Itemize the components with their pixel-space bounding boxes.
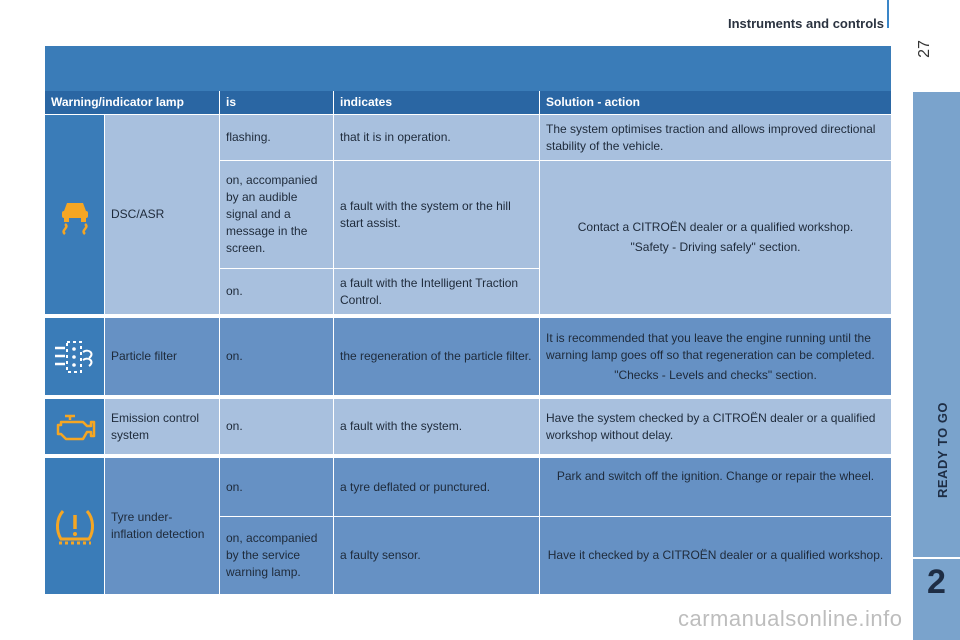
- column-header-lamp: Warning/indicator lamp: [45, 91, 219, 114]
- solution-text: Have it checked by a CITROËN dealer or a qualified workshop.: [547, 548, 884, 562]
- indicates-cell: a fault with the system.: [334, 399, 539, 454]
- column-header-solution: Solution - action: [540, 91, 891, 114]
- skid-icon: [55, 195, 95, 235]
- indicates-cell: a faulty sensor.: [334, 517, 539, 594]
- chapter-divider: [913, 557, 960, 559]
- tyre-pressure-icon: [54, 505, 96, 547]
- indicates-cell: a fault with the system or the hill start assist.: [334, 161, 539, 268]
- solution-cell: [540, 318, 891, 395]
- solution-reference: "Safety - Driving safely" section.: [630, 240, 801, 254]
- table-banner: [45, 46, 891, 91]
- dsc-asr-icon-cell: [45, 115, 104, 314]
- page-number: 27: [916, 40, 933, 58]
- solution-text: Contact a CITROËN dealer or a qualified workshop.: [577, 220, 854, 234]
- state-cell: on.: [220, 269, 333, 314]
- indicates-cell: a fault with the Intelligent Traction Control.: [334, 269, 539, 314]
- solution-text: The system optimises traction and allows improved directional stability of the vehicle.: [546, 122, 876, 153]
- state-cell: flashing.: [220, 115, 333, 160]
- column-header-is: is: [220, 91, 333, 114]
- lamp-name-dsc-asr: DSC/ASR: [105, 115, 219, 314]
- chapter-label: READY TO GO: [935, 401, 950, 498]
- solution-text: Have the system checked by a CITROËN dealer or a qualified workshop without delay.: [546, 410, 876, 442]
- solution-cell: [540, 399, 891, 454]
- solution-cell: [540, 458, 891, 516]
- state-cell: on.: [220, 458, 333, 516]
- state-cell: on, accompanied by an audible signal and a message in the screen.: [220, 161, 333, 268]
- lamp-name-emission: Emission control system: [105, 399, 219, 454]
- state-cell: on.: [220, 318, 333, 395]
- solution-cell: [540, 115, 891, 160]
- chapter-number: 2: [927, 563, 946, 601]
- indicates-cell: a tyre deflated or punctured.: [334, 458, 539, 516]
- section-title: Instruments and controls: [727, 16, 884, 31]
- state-cell: on.: [220, 399, 333, 454]
- solution-text: It is recommended that you leave the engine running until the warning lamp goes off so that regeneration can be completed.: [546, 330, 875, 362]
- column-header-indicates: indicates: [334, 91, 539, 114]
- solution-reference: "Checks - Levels and checks" section.: [614, 367, 817, 382]
- header-divider: [887, 0, 889, 28]
- lamp-name-tyre: Tyre under-inflation detection: [105, 458, 219, 594]
- lamp-name-particle-filter: Particle filter: [105, 318, 219, 395]
- indicates-cell: that it is in operation.: [334, 115, 539, 160]
- indicates-cell: the regeneration of the particle filter.: [334, 318, 539, 395]
- engine-icon: [53, 412, 97, 442]
- emission-icon-cell: [45, 399, 104, 454]
- solution-cell: [540, 517, 891, 594]
- solution-cell: [540, 161, 891, 314]
- watermark: carmanualsonline.info: [678, 606, 903, 631]
- particle-filter-icon: [53, 340, 97, 374]
- state-cell: on, accompanied by the service warning lamp.: [220, 517, 333, 594]
- particle-filter-icon-cell: [45, 318, 104, 395]
- tyre-icon-cell: [45, 458, 104, 594]
- solution-text: Park and switch off the ignition. Change or repair the wheel.: [556, 469, 875, 483]
